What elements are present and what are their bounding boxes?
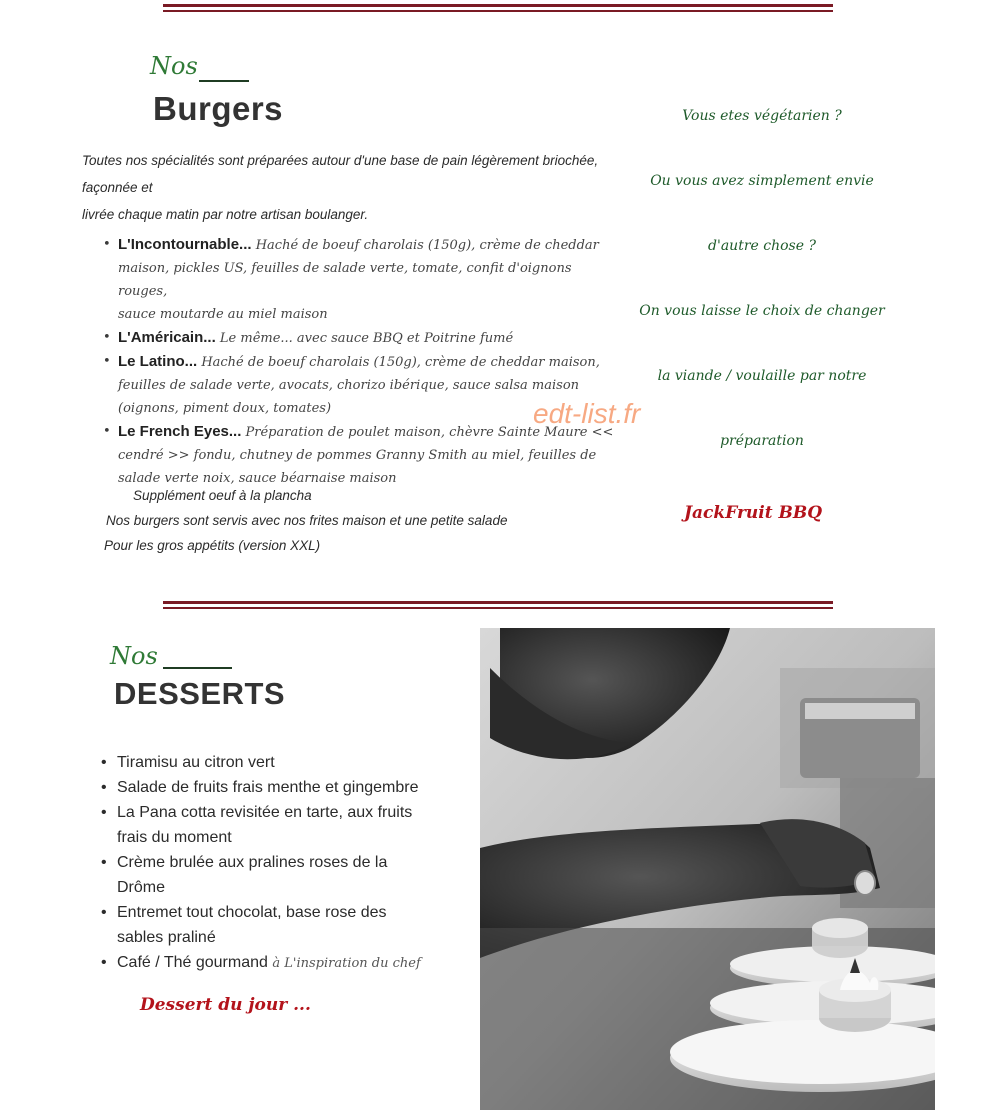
- bullet-icon: •: [101, 954, 107, 971]
- middle-divider: [163, 601, 833, 610]
- veg-line-4: On vous laisse le choix de changer: [639, 303, 885, 319]
- burger-desc: sauce moutarde au miel maison: [118, 307, 328, 322]
- dessert-inspiration: à L'inspiration du chef: [272, 956, 421, 971]
- bullet-icon: •: [103, 237, 111, 252]
- bullet-icon: •: [103, 424, 111, 439]
- desserts-nos-underline: [163, 667, 232, 669]
- chef-plating-dessert-photo-icon: [480, 628, 935, 1110]
- veg-line-3: d'autre chose ?: [708, 238, 816, 254]
- veg-line-1: Vous etes végétarien ?: [682, 108, 842, 124]
- top-divider: [163, 4, 833, 13]
- burgers-intro-line-1: Toutes nos spécialités sont préparées autour d'une base de pain légèrement briochée, façonnée et: [82, 153, 599, 195]
- burgers-intro: [82, 147, 622, 228]
- dessert-text: Crème brulée aux pralines roses de la: [117, 854, 388, 871]
- bullet-icon: •: [101, 904, 107, 921]
- burger-desc: salade verte noix, sauce béarnaise maison: [118, 471, 397, 486]
- bullet-icon: •: [101, 854, 107, 871]
- bullet-icon: •: [101, 754, 107, 771]
- burgers-note-xxl: Pour les gros appétits (version XXL): [104, 538, 321, 553]
- burger-desc: Haché de boeuf charolais (150g), crème de cheddar maison,: [201, 355, 600, 370]
- dessert-list: [101, 750, 467, 976]
- dessert-text: La Pana cotta revisitée en tarte, aux fruits: [117, 804, 413, 821]
- burger-item: [103, 420, 618, 490]
- burgers-intro-line-2: livrée chaque matin par notre artisan boulanger.: [82, 207, 369, 222]
- burger-desc: cendré >> fondu, chutney de pommes Granny Smith au miel, feuilles de: [118, 448, 597, 463]
- dessert-text-cont: Drôme: [117, 879, 166, 896]
- burger-desc: Préparation de poulet maison, chèvre Sainte Maure <<: [245, 425, 614, 440]
- burger-name: L'Incontournable...: [118, 236, 252, 253]
- jackfruit-special: JackFruit BBQ: [684, 503, 823, 523]
- dessert-du-jour: Dessert du jour ...: [140, 995, 311, 1015]
- bullet-icon: •: [103, 354, 111, 369]
- dessert-text: Tiramisu au citron vert: [117, 754, 275, 771]
- burgers-nos-underline: [199, 80, 249, 82]
- burgers-title: Burgers: [153, 90, 284, 127]
- bullet-icon: •: [103, 330, 111, 345]
- dessert-text-cont: sables praliné: [117, 929, 216, 946]
- burger-name: Le Latino...: [118, 353, 198, 370]
- dessert-text: Salade de fruits frais menthe et gingembre: [117, 779, 419, 796]
- burger-name: L'Américain...: [118, 329, 216, 346]
- dessert-item: [101, 750, 467, 775]
- burger-desc: Le même... avec sauce BBQ et Poitrine fumé: [219, 331, 514, 346]
- burgers-nos-label: Nos: [150, 52, 198, 80]
- dessert-text: Entremet tout chocolat, base rose des: [117, 904, 387, 921]
- dessert-text: Café / Thé gourmand: [117, 954, 268, 971]
- burgers-note-supplement: Supplément oeuf à la plancha: [133, 488, 312, 503]
- dessert-item: [101, 950, 467, 976]
- burger-desc: maison, pickles US, feuilles de salade verte, tomate, confit d'oignons rouges,: [118, 261, 572, 299]
- dessert-item: [101, 800, 467, 850]
- burger-desc: feuilles de salade verte, avocats, chorizo ibérique, sauce salsa maison: [118, 378, 580, 393]
- bullet-icon: •: [101, 779, 107, 796]
- dessert-item: [101, 900, 467, 950]
- burger-desc: Haché de boeuf charolais (150g), crème de cheddar: [255, 238, 599, 253]
- chef-plating-photo: [480, 628, 935, 1110]
- burger-desc: (oignons, piment doux, tomates): [118, 401, 332, 416]
- burgers-note-served: Nos burgers sont servis avec nos frites maison et une petite salade: [106, 513, 508, 528]
- watermark: edt-list.fr: [533, 398, 641, 429]
- veg-line-6: préparation: [720, 433, 804, 449]
- burger-item: [103, 233, 618, 326]
- burger-name: Le French Eyes...: [118, 423, 242, 440]
- veg-line-2: Ou vous avez simplement envie: [650, 173, 874, 189]
- dessert-text-cont: frais du moment: [117, 829, 232, 846]
- bullet-icon: •: [101, 804, 107, 821]
- veg-line-5: la viande / voulaille par notre: [657, 368, 867, 384]
- desserts-nos-label: Nos: [110, 642, 158, 670]
- burger-list: [103, 233, 618, 490]
- burger-item: [103, 326, 618, 350]
- dessert-item: [101, 775, 467, 800]
- dessert-item: [101, 850, 467, 900]
- desserts-title: DESSERTS: [114, 676, 286, 711]
